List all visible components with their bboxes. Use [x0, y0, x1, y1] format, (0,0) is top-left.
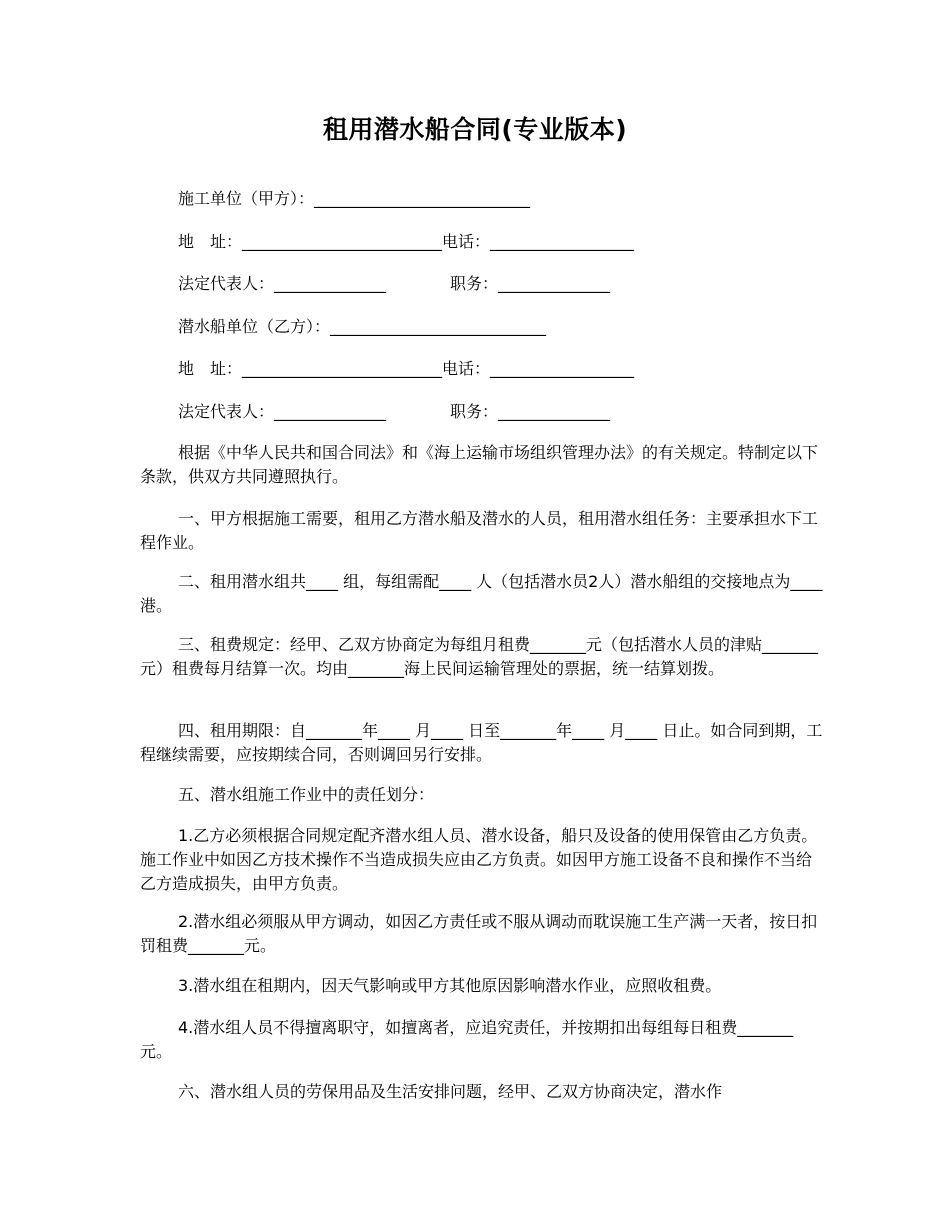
party-b-address-line: 地 址：_________________________电话：__________________	[178, 359, 635, 378]
clause-6-paragraph: 六、潜水组人员的劳保用品及生活安排问题，经甲、乙双方协商决定，潜水作	[178, 1082, 723, 1101]
clause-1-paragraph: 一、甲方根据施工需要，租用乙方潜水船及潜水的人员，租用潜水组任务：主要承担水下工程作业。	[140, 509, 819, 552]
clause-2-paragraph: 二、租用潜水组共____ 组，每组需配____ 人（包括潜水员2人）潜水船组的交接地点为____ 港。	[140, 572, 823, 615]
clause-5-item-3: 3.潜水组在租期内，因天气影响或甲方其他原因影响潜水作业，应照收租费。	[178, 976, 722, 995]
clause-5-item-1: 1.乙方必须根据合同规定配齐潜水组人员、潜水设备，船只及设备的使用保管由乙方负责。施工作业中如因乙方技术操作不当造成损失应由乙方负责。如因甲方施工设备不良和操作不当给乙方造成损失，由甲方负责。	[140, 826, 818, 893]
clause-5-item-4: 4.潜水组人员不得擅离职守，如擅离者，应追究责任，并按期扣出每组每日租费_______元。	[140, 1018, 794, 1061]
party-b-unit-line: 潜水船单位（乙方）：___________________________	[178, 317, 547, 336]
party-b-representative-line: 法定代表人：______________ 职务：______________	[178, 402, 611, 421]
party-a-representative-line: 法定代表人：______________ 职务：______________	[178, 274, 611, 293]
party-a-address-line: 地 址：_________________________电话：__________________	[178, 232, 635, 251]
clause-5-heading: 五、潜水组施工作业中的责任划分：	[178, 785, 435, 804]
preamble-paragraph: 根据《中华人民共和国合同法》和《海上运输市场组织管理办法》的有关规定。特制定以下条款，供双方共同遵照执行。	[140, 443, 819, 486]
clause-4-paragraph: 四、租用期限：自_______年____ 月____ 日至_______年____ 月____ 日止。如合同到期，工程继续需要，应按期续合同，否则调回另行安排。	[140, 721, 823, 764]
document-title: 租用潜水船合同(专业版本)	[322, 115, 628, 144]
clause-3-paragraph: 三、租费规定：经甲、乙双方协商定为每组月租费_______元（包括潜水人员的津贴_______元）租费每月结算一次。均由_______海上民间运输管理处的票据，统一结算划拨。	[140, 635, 819, 678]
clause-5-item-2: 2.潜水组必须服从甲方调动，如因乙方责任或不服从调动而耽误施工生产满一天者，按日扣罚租费_______元。	[140, 912, 818, 955]
party-a-unit-line: 施工单位（甲方）：___________________________	[178, 189, 531, 208]
